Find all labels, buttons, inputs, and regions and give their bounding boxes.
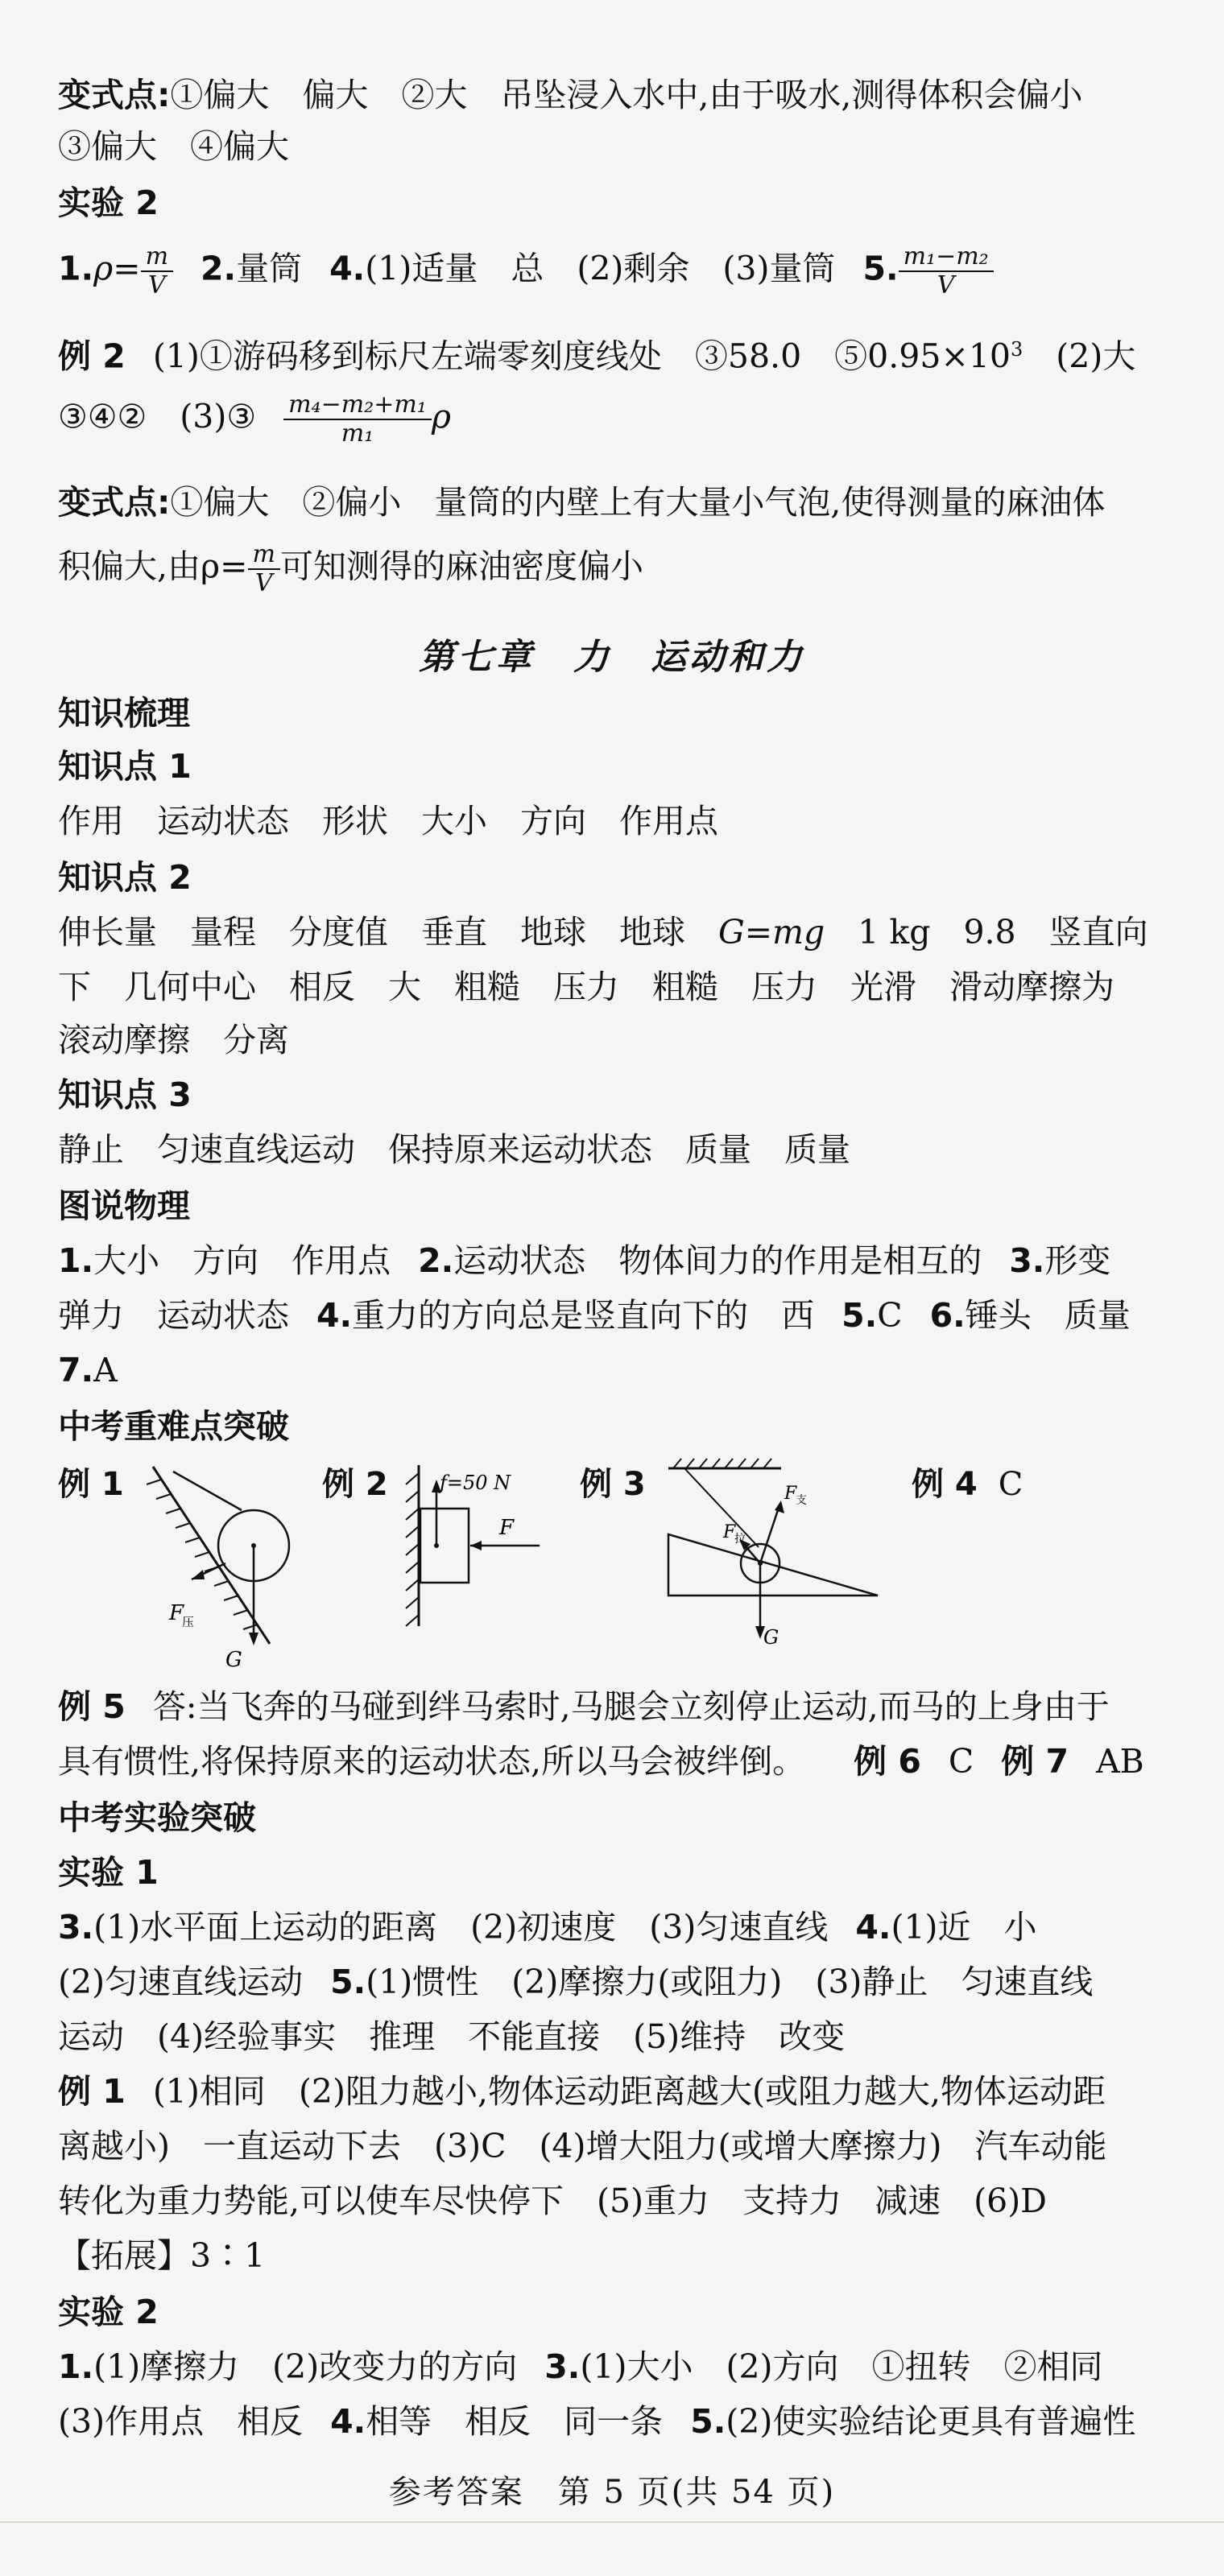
exam-experiments-heading: 中考实验突破 <box>58 1798 256 1837</box>
example-5-line-1: 例 5 答:当飞奔的马碰到绊马索时,马腿会立刻停止运动,而马的上身由于 <box>58 1687 1110 1726</box>
bottom-rule <box>0 2521 1224 2523</box>
example-2-line-2: ③④② (3)③ $\frac{\text{m₄−m₂+m₁}}{\text{m₁}}$ ρ <box>58 390 451 448</box>
exp1-example-line-1: 例 1 (1)相同 (2)阻力越小,物体运动距离越大(或阻力越大,物体运动距 <box>58 2072 1106 2111</box>
figure-block-on-wall <box>395 1457 580 1634</box>
kp2-line-1: 伸长量 量程 分度值 垂直 地球 地球 G=mg 1 kg 9.8 竖直向 <box>58 913 1148 952</box>
illustrated-line-2: 弹力 运动状态 4.重力的方向总是竖直向下的 西 5.C 6.锤头 质量 <box>58 1296 1131 1335</box>
exam-difficulties-heading: 中考重难点突破 <box>58 1407 289 1446</box>
gravity-label-1: G <box>225 1648 242 1672</box>
kp3-text: 静止 匀速直线运动 保持原来运动状态 质量 质量 <box>58 1130 850 1169</box>
chapter-title: 第七章 力 运动和力 <box>419 637 805 678</box>
exp1-line-3: 运动 (4)经验事实 推理 不能直接 (5)维持 改变 <box>58 2017 846 2056</box>
knowledge-point-1: 知识点 1 <box>58 747 192 786</box>
illustrated-line-3: 7.A <box>58 1351 118 1389</box>
support-force-subscript: 支 <box>796 1494 807 1507</box>
tension-subscript: 拉 <box>734 1533 746 1546</box>
kp1-text: 作用 运动状态 形状 大小 方向 作用点 <box>58 802 718 840</box>
experiment-1-heading: 实验 1 <box>58 1853 159 1892</box>
knowledge-heading: 知识梳理 <box>58 694 190 733</box>
experiment-2b-heading: 实验 2 <box>58 2293 159 2331</box>
page-footer: 参考答案 第 5 页(共 54 页) <box>388 2474 836 2511</box>
volume-fraction: $\frac{\text{m₁−m₂}}{V}$ <box>899 243 994 299</box>
exp1-line-2: (2)匀速直线运动 5.(1)惯性 (2)摩擦力(或阻力) (3)静止 匀速直线 <box>58 1963 1094 2001</box>
example-2-line-1: 例 2 (1)①游码移到标尺左端零刻度线处 ③58.0 $⑤0.95\times 10^3$ (2)大 <box>58 336 1136 376</box>
example-3-label: 例 3 <box>580 1466 646 1503</box>
support-force-label: F <box>784 1484 797 1504</box>
knowledge-point-2: 知识点 2 <box>58 858 192 897</box>
experiment-2-line-1: 1.ρ= $\frac{m}{V}$ 2.量筒 4.(1)适量 总 (2)剩余 (3)量筒 5. $\frac{\text{m₁−m₂}}{V}$ <box>58 243 1169 299</box>
variant-line-3: 变式点:①偏大 ②偏小 量筒的内壁上有大量小气泡,使得测量的麻油体 <box>58 483 1106 522</box>
exp1-example-line-3: 转化为重力势能,可以使车尽快停下 (5)重力 支持力 减速 (6)D <box>58 2182 1048 2220</box>
example-4-label: 例 4 C <box>912 1466 1023 1503</box>
oil-density-fraction: $\frac{m}{V}$ <box>248 541 280 597</box>
pressure-force-subscript: 压 <box>182 1615 195 1629</box>
experiment-2-heading: 实验 2 <box>58 184 159 222</box>
variant-line-2: ③偏大 ④偏大 <box>58 127 289 166</box>
illustrated-line-1: 1.大小 方向 作用点 2.运动状态 物体间力的作用是相互的 3.形变 <box>58 1241 1111 1280</box>
figure-hanging-ball-incline <box>660 1457 902 1658</box>
friction-label: f=50 N <box>440 1472 511 1494</box>
pressure-force-label: F <box>169 1601 184 1625</box>
density-formula-fraction: $\frac{\text{m₄−m₂+m₁}}{\text{m₁}}$ <box>283 391 432 448</box>
knowledge-point-3: 知识点 3 <box>58 1075 192 1114</box>
kp2-line-3: 滚动摩擦 分离 <box>58 1021 289 1059</box>
variant-line-1: 变式点:①偏大 偏大 ②大 吊坠浸入水中,由于吸水,测得体积会偏小 <box>58 76 1083 114</box>
kp2-line-2: 下 几何中心 相反 大 粗糙 压力 粗糙 压力 光滑 滑动摩擦为 <box>58 968 1114 1006</box>
variant-line-4: 积偏大,由ρ= $\frac{m}{V}$ 可知测得的麻油密度偏小 <box>58 540 643 597</box>
density-fraction: $\frac{m}{V}$ <box>141 243 173 299</box>
exp1-line-1: 3.(1)水平面上运动的距离 (2)初速度 (3)匀速直线 4.(1)近 小 <box>58 1908 1037 1946</box>
figure-ball-on-incline <box>129 1457 314 1674</box>
exp2-line-2: (3)作用点 相反 4.相等 相反 同一条 5.(2)使实验结论更具有普遍性 <box>58 2402 1136 2441</box>
exp1-example-line-2: 离越小) 一直运动下去 (3)C (4)增大阻力(或增大摩擦力) 汽车动能 <box>58 2127 1107 2165</box>
illustrated-physics-heading: 图说物理 <box>58 1187 190 1225</box>
example-2-label: 例 2 <box>322 1466 388 1503</box>
tension-label: F <box>723 1522 736 1542</box>
exp2-line-1: 1.(1)摩擦力 (2)改变力的方向 3.(1)大小 (2)方向 ①扭转 ②相同 <box>58 2347 1103 2386</box>
extension-line: 【拓展】3∶1 <box>58 2236 266 2275</box>
gravity-label-3: G <box>763 1626 779 1649</box>
push-force-label: F <box>499 1516 515 1540</box>
example-5-line-2: 具有惯性,将保持原来的运动状态,所以马会被绊倒。 例 6 C 例 7 AB <box>58 1742 1144 1781</box>
example-1-label: 例 1 <box>58 1466 124 1503</box>
